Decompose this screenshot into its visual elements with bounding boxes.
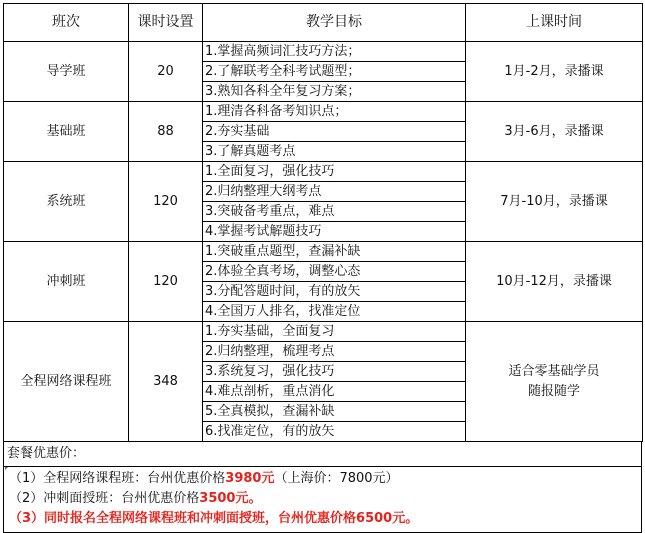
class-hours: 20: [129, 42, 203, 102]
class-time: 7月-10月，录播课: [466, 162, 643, 242]
goal-item: 3.分配答题时间，有的放矢: [203, 282, 466, 302]
offer-section: [3, 442, 642, 533]
class-name: 系统班: [4, 162, 129, 242]
schedule-table: [3, 3, 643, 442]
class-time-line: 随报随学: [527, 383, 580, 399]
goal-item: 3.突破备考重点，难点: [203, 202, 466, 222]
table-row: [4, 102, 643, 122]
offer-title: 套餐优惠价：: [7, 446, 86, 461]
table-row: [4, 322, 643, 342]
class-time: 3月-6月，录播课: [466, 102, 643, 162]
offer-line-2-text: （2）冲刺面授班：台州优惠价格: [9, 491, 200, 506]
offer-line-2-price: 3500元。: [199, 491, 262, 506]
comment-marker-icon: [5, 467, 8, 470]
goal-item: 4.全国万人排名，找准定位: [203, 302, 466, 322]
class-hours: 120: [129, 162, 203, 242]
goal-item: 4.掌握考试解题技巧: [203, 222, 466, 242]
class-name: 冲刺班: [4, 242, 129, 322]
goal-item: 3.了解真题考点: [203, 142, 466, 162]
class-time-line: 适合零基础学员: [508, 363, 600, 379]
class-time: 10月-12月，录播课: [466, 242, 643, 322]
table-row: [4, 242, 643, 262]
goal-item: 6.找准定位，有的放矢: [203, 422, 466, 442]
goal-item: 1.理清各科备考知识点；: [203, 102, 466, 122]
goal-item: 1.突破重点题型，查漏补缺: [203, 242, 466, 262]
class-name: 基础班: [4, 102, 129, 162]
goal-item: 2.了解联考全科考试题型；: [203, 62, 466, 82]
goal-item: 3.系统复习，强化技巧: [203, 362, 466, 382]
goal-item: 3.熟知各科全年复习方案；: [203, 82, 466, 102]
offer-divider: [4, 466, 641, 467]
offer-line-2: [9, 489, 261, 509]
header-time: 上课时间: [466, 4, 643, 42]
table-row: [4, 42, 643, 62]
goal-item: 2.夯实基础: [203, 122, 466, 142]
goal-item: 1.夯实基础，全面复习: [203, 322, 466, 342]
goal-item: 2.归纳整理，梳理考点: [203, 342, 466, 362]
goal-item: 2.体验全真考场，调整心态: [203, 262, 466, 282]
class-hours: 88: [129, 102, 203, 162]
class-hours: 120: [129, 242, 203, 322]
class-time: 1月-2月，录播课: [466, 42, 643, 102]
goal-item: 1.掌握高频词汇技巧方法；: [203, 42, 466, 62]
class-name: 导学班: [4, 42, 129, 102]
header-goals: 教学目标: [203, 4, 466, 42]
goal-item: 5.全真模拟，查漏补缺: [203, 402, 466, 422]
goal-item: 4.难点剖析，重点消化: [203, 382, 466, 402]
offer-line-1: [9, 469, 399, 489]
header-class: 班次: [4, 4, 129, 42]
table-row: [4, 162, 643, 182]
goal-item: 2.归纳整理大纲考点: [203, 182, 466, 202]
class-time: [466, 322, 643, 442]
header-hours: 课时设置: [129, 4, 203, 42]
goal-item: 1.全面复习，强化技巧: [203, 162, 466, 182]
course-schedule: [3, 3, 642, 524]
header-row: [4, 4, 643, 42]
offer-line-1-text: （1）全程网络课程班：台州优惠价格: [9, 471, 226, 486]
offer-line-1-price: 3980元: [225, 471, 275, 486]
offer-line-1-note: （上海价：7800元）: [274, 471, 399, 486]
class-name: 全程网络课程班: [4, 322, 129, 442]
class-hours: 348: [129, 322, 203, 442]
offer-line-3: （3）同时报名全程网络课程班和冲刺面授班，台州优惠价格6500元。: [9, 511, 419, 526]
